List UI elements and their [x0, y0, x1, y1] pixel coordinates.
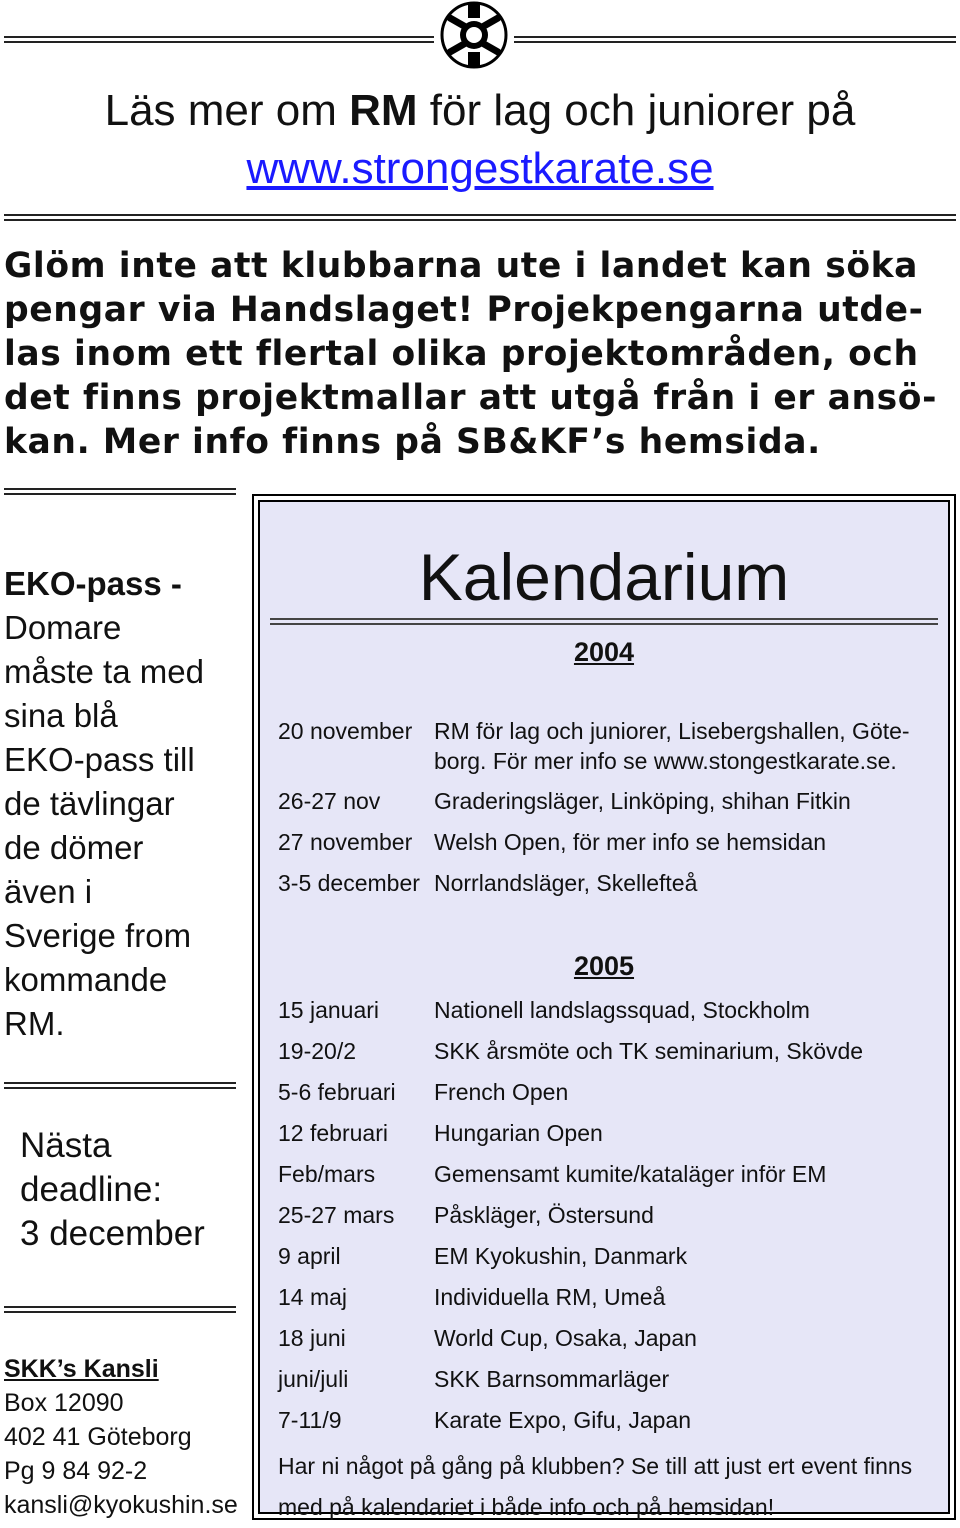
- event-date: 20 november: [278, 718, 413, 744]
- event-text: French Open: [434, 1079, 569, 1105]
- event-date: 14 maj: [278, 1284, 348, 1310]
- left-rule-mid: [4, 1082, 236, 1089]
- event-date: 9 april: [278, 1243, 341, 1269]
- event-text: Påskläger, Östersund: [434, 1202, 654, 1228]
- event-text: Hungarian Open: [434, 1120, 603, 1146]
- eko-line: de tävlingar: [4, 785, 175, 822]
- intro-rule: [4, 214, 956, 221]
- event-text: Welsh Open, för mer info se hemsidan: [434, 829, 827, 855]
- kansli-email[interactable]: kansli@kyokushin.se: [4, 1491, 238, 1519]
- event-date: Feb/mars: [278, 1161, 376, 1187]
- footer-line: med på kalendariet i både info och på hemsidan!: [278, 1494, 775, 1520]
- event-date: 25-27 mars: [278, 1202, 395, 1228]
- kansli-line: Box 12090: [4, 1389, 124, 1417]
- event-text: Nationell landslagssquad, Stockholm: [434, 997, 810, 1023]
- event-text: Graderingsläger, Linköping, shihan Fitkin: [434, 788, 851, 814]
- event-text: Individuella RM, Umeå: [434, 1284, 666, 1310]
- intro-bold: RM: [349, 86, 418, 135]
- event-text: Norrlandsläger, Skellefteå: [434, 870, 698, 896]
- intro-text: [0, 82, 960, 198]
- kansli-address: [4, 1352, 244, 1522]
- event-date: 19-20/2: [278, 1038, 357, 1064]
- eko-line: kommande: [4, 961, 168, 998]
- year-heading-2004: 2004: [573, 637, 635, 667]
- event-text-line: borg. För mer info se www.stongestkarate.se.: [434, 748, 897, 774]
- deadline-notice: [20, 1124, 240, 1256]
- left-rule-bottom: [4, 1306, 236, 1313]
- event-date: juni/juli: [278, 1366, 349, 1392]
- event-date: 5-6 februari: [278, 1079, 396, 1105]
- event-date: 12 februari: [278, 1120, 388, 1146]
- event-text: EM Kyokushin, Danmark: [434, 1243, 688, 1269]
- eko-line: Sverige from: [4, 917, 192, 954]
- calendar-footer-note: [278, 1446, 948, 1528]
- eko-pass-notice: [4, 562, 239, 1046]
- event-text: [434, 716, 940, 776]
- calendar-title: Kalendarium: [418, 540, 790, 614]
- kansli-line: 402 41 Göteborg: [4, 1423, 192, 1451]
- event-text: SKK Barnsommarläger: [434, 1366, 670, 1392]
- footer-line: Har ni något på gång på klubben? Se till att just ert event finns: [278, 1453, 913, 1479]
- event-date: 18 juni: [278, 1325, 346, 1351]
- event-date: 3-5 december: [278, 870, 420, 896]
- top-rule-left: [4, 36, 434, 43]
- kyokushin-logo-icon: [434, 0, 514, 70]
- year-heading-2005: 2005: [573, 951, 635, 981]
- eko-line: Domare: [4, 609, 122, 646]
- top-rule-right: [514, 36, 956, 43]
- event-date: 26-27 nov: [278, 788, 381, 814]
- calendar-title-rule: [270, 618, 938, 625]
- event-text: Karate Expo, Gifu, Japan: [434, 1407, 691, 1433]
- handslaget-notice: Glöm inte att klubbarna ute i landet kan söka pengar via Handslaget! Projekpengarna utde-las inom ett flertal olika projektområden, och det finns projektmallar att utgå från i er ansö-kan. Mer info finns på SB&KF’s hemsida.: [4, 246, 938, 462]
- kansli-line: Pg 9 84 92-2: [4, 1457, 148, 1485]
- deadline-line: deadline:: [20, 1170, 163, 1209]
- event-text: World Cup, Osaka, Japan: [434, 1325, 697, 1351]
- event-date: 7-11/9: [278, 1407, 342, 1433]
- website-link[interactable]: www.strongestkarate.se: [246, 144, 714, 193]
- event-date: 27 november: [278, 829, 413, 855]
- eko-line: även i: [4, 873, 93, 910]
- intro-pre: Läs mer om: [104, 86, 350, 135]
- event-text: SKK årsmöte och TK seminarium, Skövde: [434, 1038, 864, 1064]
- event-text: Gemensamt kumite/kataläger inför EM: [434, 1161, 827, 1187]
- event-text-line: RM för lag och juniorer, Lisebergshallen, Göte-: [434, 718, 910, 744]
- eko-heading: EKO-pass -: [4, 565, 182, 602]
- eko-line: måste ta med: [4, 653, 204, 690]
- deadline-line: Nästa: [20, 1126, 112, 1165]
- intro-post: för lag och juniorer på: [417, 86, 856, 135]
- kansli-heading: SKK’s Kansli: [4, 1355, 159, 1383]
- eko-line: de dömer: [4, 829, 144, 866]
- deadline-line: 3 december: [20, 1214, 205, 1253]
- eko-line: sina blå: [4, 697, 118, 734]
- event-date: 15 januari: [278, 997, 380, 1023]
- eko-line: EKO-pass till: [4, 741, 195, 778]
- eko-line: RM.: [4, 1005, 65, 1042]
- left-rule-top: [4, 488, 236, 495]
